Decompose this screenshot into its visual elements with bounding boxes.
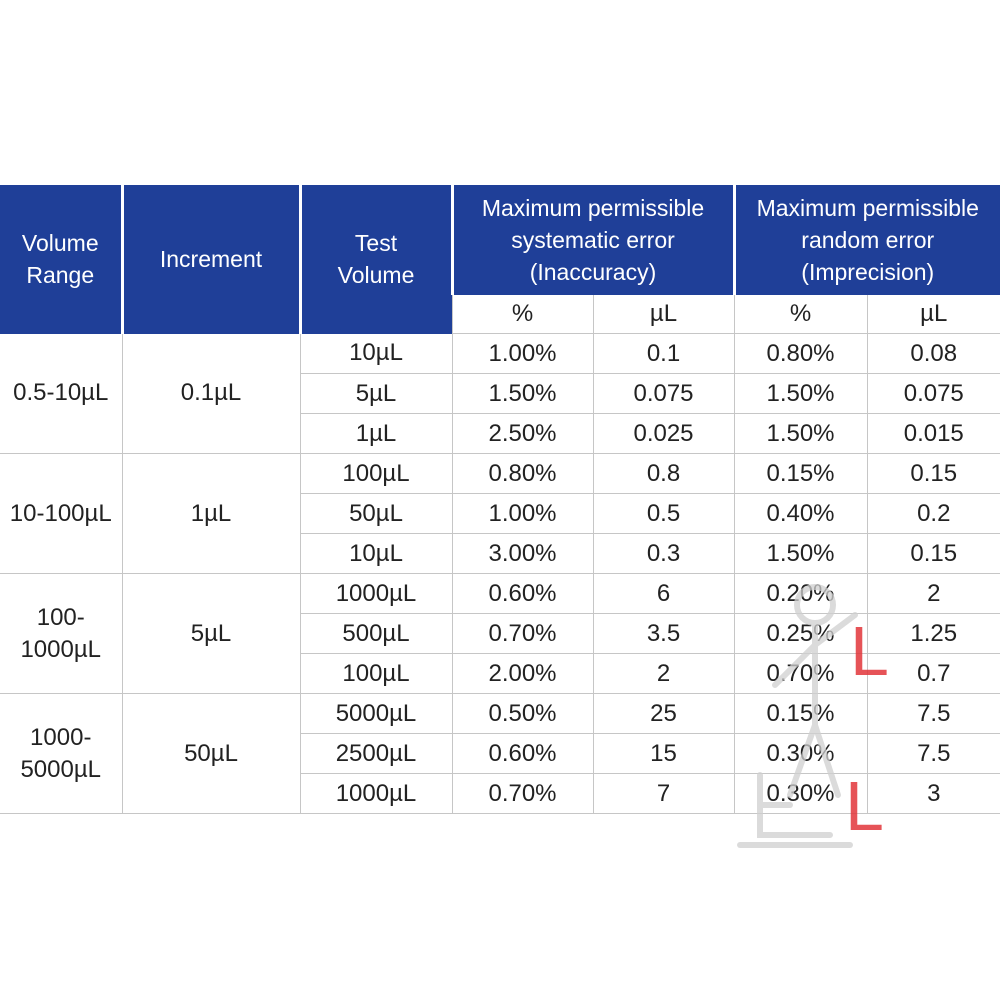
random-percent-cell: 0.30% [734, 774, 867, 814]
systematic-percent-cell: 0.80% [452, 454, 593, 494]
systematic-percent-cell: 2.00% [452, 654, 593, 694]
random-percent-cell: 0.25% [734, 614, 867, 654]
header-systematic-error: Maximum permissible systematic error (Inaccuracy) [452, 185, 734, 295]
random-percent-cell: 1.50% [734, 414, 867, 454]
test-volume-cell: 50µL [300, 494, 452, 534]
header-increment: Increment [122, 185, 300, 334]
systematic-ul-cell: 0.1 [593, 334, 734, 374]
table-row [0, 334, 1000, 374]
test-volume-cell: 10µL [300, 334, 452, 374]
systematic-percent-cell: 1.00% [452, 334, 593, 374]
test-volume-cell: 100µL [300, 454, 452, 494]
random-percent-cell: 1.50% [734, 374, 867, 414]
test-volume-cell: 1µL [300, 414, 452, 454]
systematic-ul-cell: 2 [593, 654, 734, 694]
table-row [0, 694, 1000, 734]
header-random-error: Maximum permissible random error (Imprecision) [734, 185, 1000, 295]
systematic-ul-cell: 0.5 [593, 494, 734, 534]
random-ul-cell: 0.08 [867, 334, 1000, 374]
random-ul-cell: 0.015 [867, 414, 1000, 454]
table-row [0, 574, 1000, 614]
systematic-percent-cell: 2.50% [452, 414, 593, 454]
random-ul-cell: 0.7 [867, 654, 1000, 694]
random-ul-cell: 0.2 [867, 494, 1000, 534]
systematic-ul-cell: 25 [593, 694, 734, 734]
random-ul-cell: 7.5 [867, 734, 1000, 774]
subheader-systematic-ul: µL [593, 295, 734, 334]
random-ul-cell: 0.075 [867, 374, 1000, 414]
volume-range-cell: 0.5-10µL [0, 334, 122, 454]
systematic-percent-cell: 1.50% [452, 374, 593, 414]
systematic-ul-cell: 3.5 [593, 614, 734, 654]
random-ul-cell: 0.15 [867, 534, 1000, 574]
random-percent-cell: 0.20% [734, 574, 867, 614]
systematic-percent-cell: 0.60% [452, 574, 593, 614]
test-volume-cell: 1000µL [300, 574, 452, 614]
svg-text:L: L [845, 767, 884, 845]
random-percent-cell: 0.70% [734, 654, 867, 694]
systematic-ul-cell: 6 [593, 574, 734, 614]
systematic-percent-cell: 0.50% [452, 694, 593, 734]
test-volume-cell: 100µL [300, 654, 452, 694]
increment-cell: 50µL [122, 694, 300, 814]
systematic-ul-cell: 0.075 [593, 374, 734, 414]
test-volume-cell: 10µL [300, 534, 452, 574]
systematic-percent-cell: 3.00% [452, 534, 593, 574]
volume-range-cell: 10-100µL [0, 454, 122, 574]
random-percent-cell: 0.15% [734, 694, 867, 734]
test-volume-cell: 5000µL [300, 694, 452, 734]
systematic-percent-cell: 0.70% [452, 614, 593, 654]
random-percent-cell: 0.40% [734, 494, 867, 534]
random-ul-cell: 3 [867, 774, 1000, 814]
random-ul-cell: 2 [867, 574, 1000, 614]
header-test-volume: Test Volume [300, 185, 452, 334]
random-ul-cell: 1.25 [867, 614, 1000, 654]
pipette-spec-table [0, 185, 1000, 814]
test-volume-cell: 2500µL [300, 734, 452, 774]
table-header [0, 185, 1000, 334]
systematic-percent-cell: 0.70% [452, 774, 593, 814]
increment-cell: 0.1µL [122, 334, 300, 454]
increment-cell: 5µL [122, 574, 300, 694]
svg-text:L: L [850, 612, 889, 690]
volume-range-cell: 1000- 5000µL [0, 694, 122, 814]
subheader-systematic-percent: % [452, 295, 593, 334]
test-volume-cell: 5µL [300, 374, 452, 414]
systematic-ul-cell: 0.3 [593, 534, 734, 574]
random-ul-cell: 7.5 [867, 694, 1000, 734]
systematic-ul-cell: 0.025 [593, 414, 734, 454]
random-percent-cell: 0.15% [734, 454, 867, 494]
systematic-ul-cell: 15 [593, 734, 734, 774]
systematic-ul-cell: 7 [593, 774, 734, 814]
random-percent-cell: 1.50% [734, 534, 867, 574]
volume-range-cell: 100- 1000µL [0, 574, 122, 694]
systematic-percent-cell: 0.60% [452, 734, 593, 774]
header-volume-range: Volume Range [0, 185, 122, 334]
table-row [0, 454, 1000, 494]
test-volume-cell: 1000µL [300, 774, 452, 814]
subheader-random-ul: µL [867, 295, 1000, 334]
random-ul-cell: 0.15 [867, 454, 1000, 494]
random-percent-cell: 0.30% [734, 734, 867, 774]
test-volume-cell: 500µL [300, 614, 452, 654]
increment-cell: 1µL [122, 454, 300, 574]
systematic-ul-cell: 0.8 [593, 454, 734, 494]
subheader-random-percent: % [734, 295, 867, 334]
table-body [0, 334, 1000, 814]
systematic-percent-cell: 1.00% [452, 494, 593, 534]
random-percent-cell: 0.80% [734, 334, 867, 374]
